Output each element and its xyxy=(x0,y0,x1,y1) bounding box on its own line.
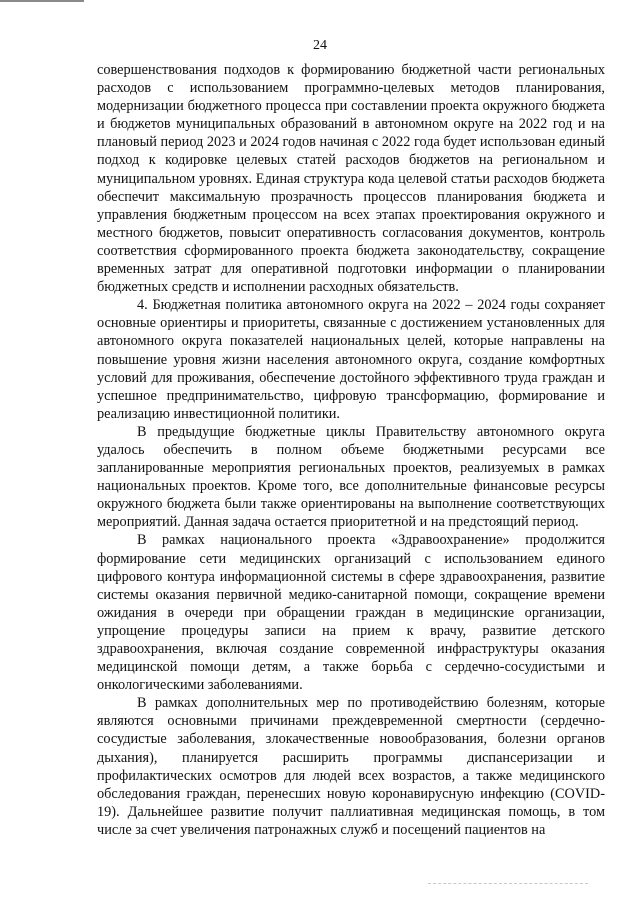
paragraph-budget-coding: совершенствования подходов к формированию бюджетной части региональных расходов с использованием программно-целевых методов планирования, модернизации бюджетного процесса при составлении проекта окружного бюджета и бюджетов муниципальных образований в автономном округе на 2022 год и на плановый период 2023 и 2024 годов начиная с 2022 года будет использован единый подход к кодировке целевых статей расходов бюджетов на региональном и муниципальном уровнях. Единая структура кода целевой статьи расходов бюджета обеспечит максимальную прозрачность процессов планирования бюджета и управления бюджетным процессом на всех этапах проектирования окружного и местного бюджетов, повысит оперативность согласования документов, контроль соответствия сформированного проекта бюджета законодательству, сокращение временных затрат для оперативной подготовки информации о планировании бюджетных средств и исполнении расходных обязательств. xyxy=(97,62,605,296)
page-number: 24 xyxy=(313,38,327,53)
document-body xyxy=(97,61,605,839)
scan-edge-mark-top xyxy=(0,0,84,2)
paragraph-previous-budget-cycles: В предыдущие бюджетные циклы Правительству автономного округа удалось обеспечить в полном объеме бюджетными ресурсами все запланированные мероприятия региональных проектов, реализуемых в рамках национальных проектов. Кроме того, все дополнительные финансовые ресурсы окружного бюджета были также ориентированы на выполнение соответствующих мероприятий. Данная задача остается приоритетной и на предстоящий период. xyxy=(97,423,605,531)
paragraph-budget-policy-2022-2024: 4. Бюджетная политика автономного округа на 2022 – 2024 годы сохраняет основные ориентиры и приоритеты, связанные с достижением установленных для автономного округа показателей национальных целей, которые направлены на повышение уровня жизни населения автономного округа, создание комфортных условий для проживания, обеспечение достойного эффективного труда граждан и успешное предпринимательство, цифровую трансформацию, формирование и реализацию инвестиционной политики. xyxy=(97,297,605,422)
paragraph-disease-prevention: В рамках дополнительных мер по противодействию болезням, которые являются основными причинами преждевременной смертности (сердечно-сосудистые заболевания, злокачественные новообразования, болезни органов дыхания), планируется расширить программы диспансеризации и профилактических осмотров для людей всех возрастов, а также медицинского обследования граждан, перенесших новую коронавирусную инфекцию (COVID-19). Дальнейшее развитие получит паллиативная медицинская помощь, в том числе за счет увеличения патронажных служб и посещений пациентов на xyxy=(97,695,605,838)
paragraph-healthcare-national-project: В рамках национального проекта «Здравоохранение» продолжится формирование сети медицинских организаций с использованием единого цифрового контура информационной системы в сфере здравоохранения, развитие системы оказания первичной медико-санитарной помощи, сокращение времени ожидания в очереди при обращении граждан в медицинские организации, упрощение процедуры записи на прием к врачу, развитие детского здравоохранения, включая создание современной инфраструктуры оказания медицинской помощи детям, а также борьба с сердечно-сосудистыми и онкологическими заболеваниями. xyxy=(97,532,605,694)
scan-edge-mark-bottom xyxy=(428,883,588,885)
